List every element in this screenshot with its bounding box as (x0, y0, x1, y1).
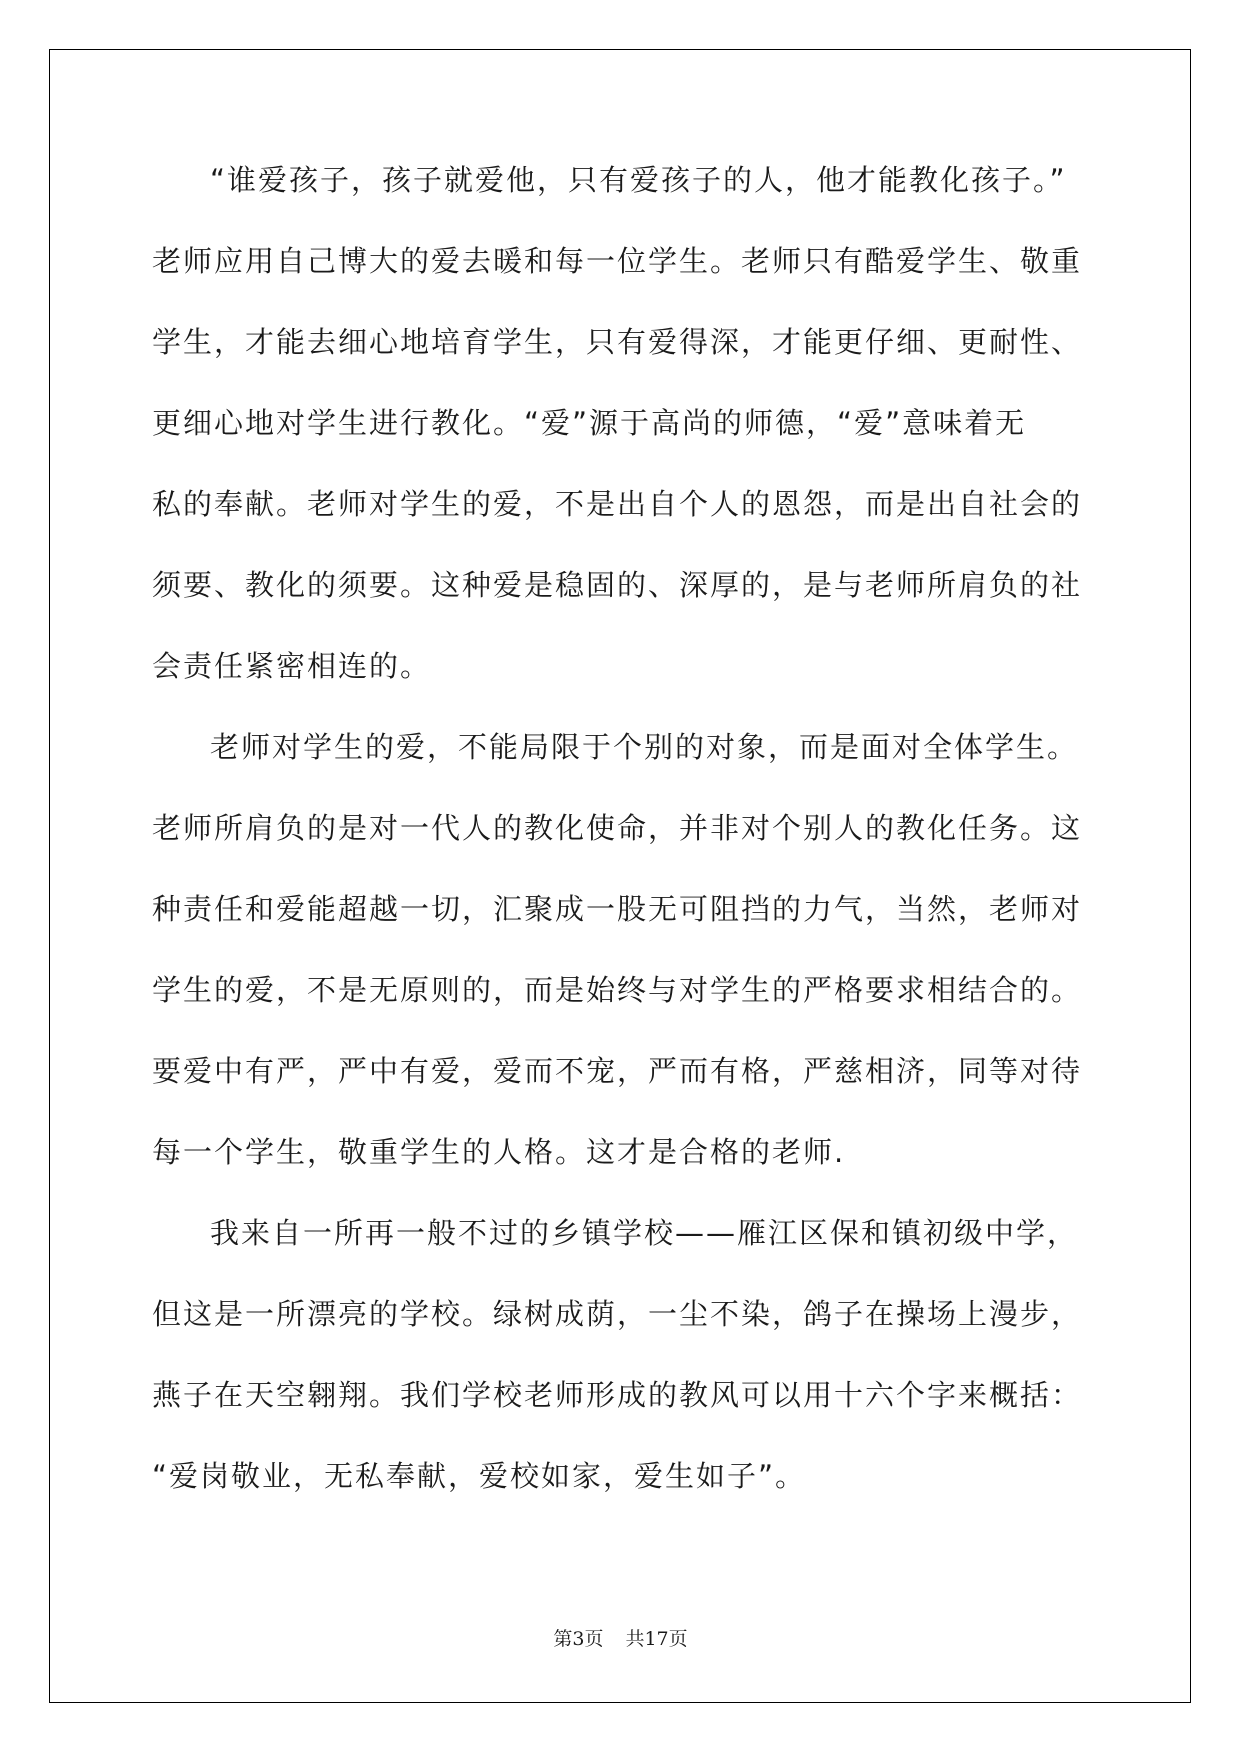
text-line: 燕子在天空翱翔。我们学校老师形成的教风可以用十六个字来概括： (152, 1378, 1083, 1412)
text-line: 我来自一所再一般不过的乡镇学校——雁江区保和镇初级中学， (210, 1216, 1079, 1250)
text-line: “谁爱孩子，孩子就爱他，只有爱孩子的人，他才能教化孩子。” (210, 163, 1067, 197)
text-line: 私的奉献。老师对学生的爱，不是出自个人的恩怨，而是出自社会的 (152, 487, 1083, 521)
page-total: 共17页 (625, 1628, 688, 1650)
text-line: 老师应用自己博大的爱去暖和每一位学生。老师只有酷爱学生、敬重 (152, 244, 1083, 278)
text-line: 种责任和爱能超越一切，汇聚成一股无可阻挡的力气，当然，老师对 (152, 892, 1083, 926)
text-line: 须要、教化的须要。这种爱是稳固的、深厚的，是与老师所肩负的社 (152, 568, 1083, 602)
text-line: 每一个学生，敬重学生的人格。这才是合格的老师. (152, 1135, 846, 1169)
document-body (152, 158, 1092, 1535)
text-line: 但这是一所漂亮的学校。绿树成荫，一尘不染，鸽子在操场上漫步， (152, 1297, 1083, 1331)
text-line: “爱岗敬业，无私奉献，爱校如家，爱生如子”。 (152, 1459, 807, 1493)
text-line: 会责任紧密相连的。 (152, 649, 432, 683)
page-footer (0, 1624, 1241, 1651)
text-line: 要爱中有严，严中有爱，爱而不宠，严而有格，严慈相济，同等对待 (152, 1054, 1083, 1088)
text-line: 学生的爱，不是无原则的，而是始终与对学生的严格要求相结合的。 (152, 973, 1083, 1007)
page-number: 第3页 (553, 1628, 604, 1650)
text-line: 学生，才能去细心地培育学生，只有爱得深，才能更仔细、更耐性、 (152, 325, 1083, 359)
text-line: 老师对学生的爱，不能局限于个别的对象，而是面对全体学生。 (210, 730, 1079, 764)
text-line: 老师所肩负的是对一代人的教化使命，并非对个别人的教化任务。这 (152, 811, 1083, 845)
text-line: 更细心地对学生进行教化。“爱”源于高尚的师德，“爱”意味着无 (152, 406, 1027, 440)
